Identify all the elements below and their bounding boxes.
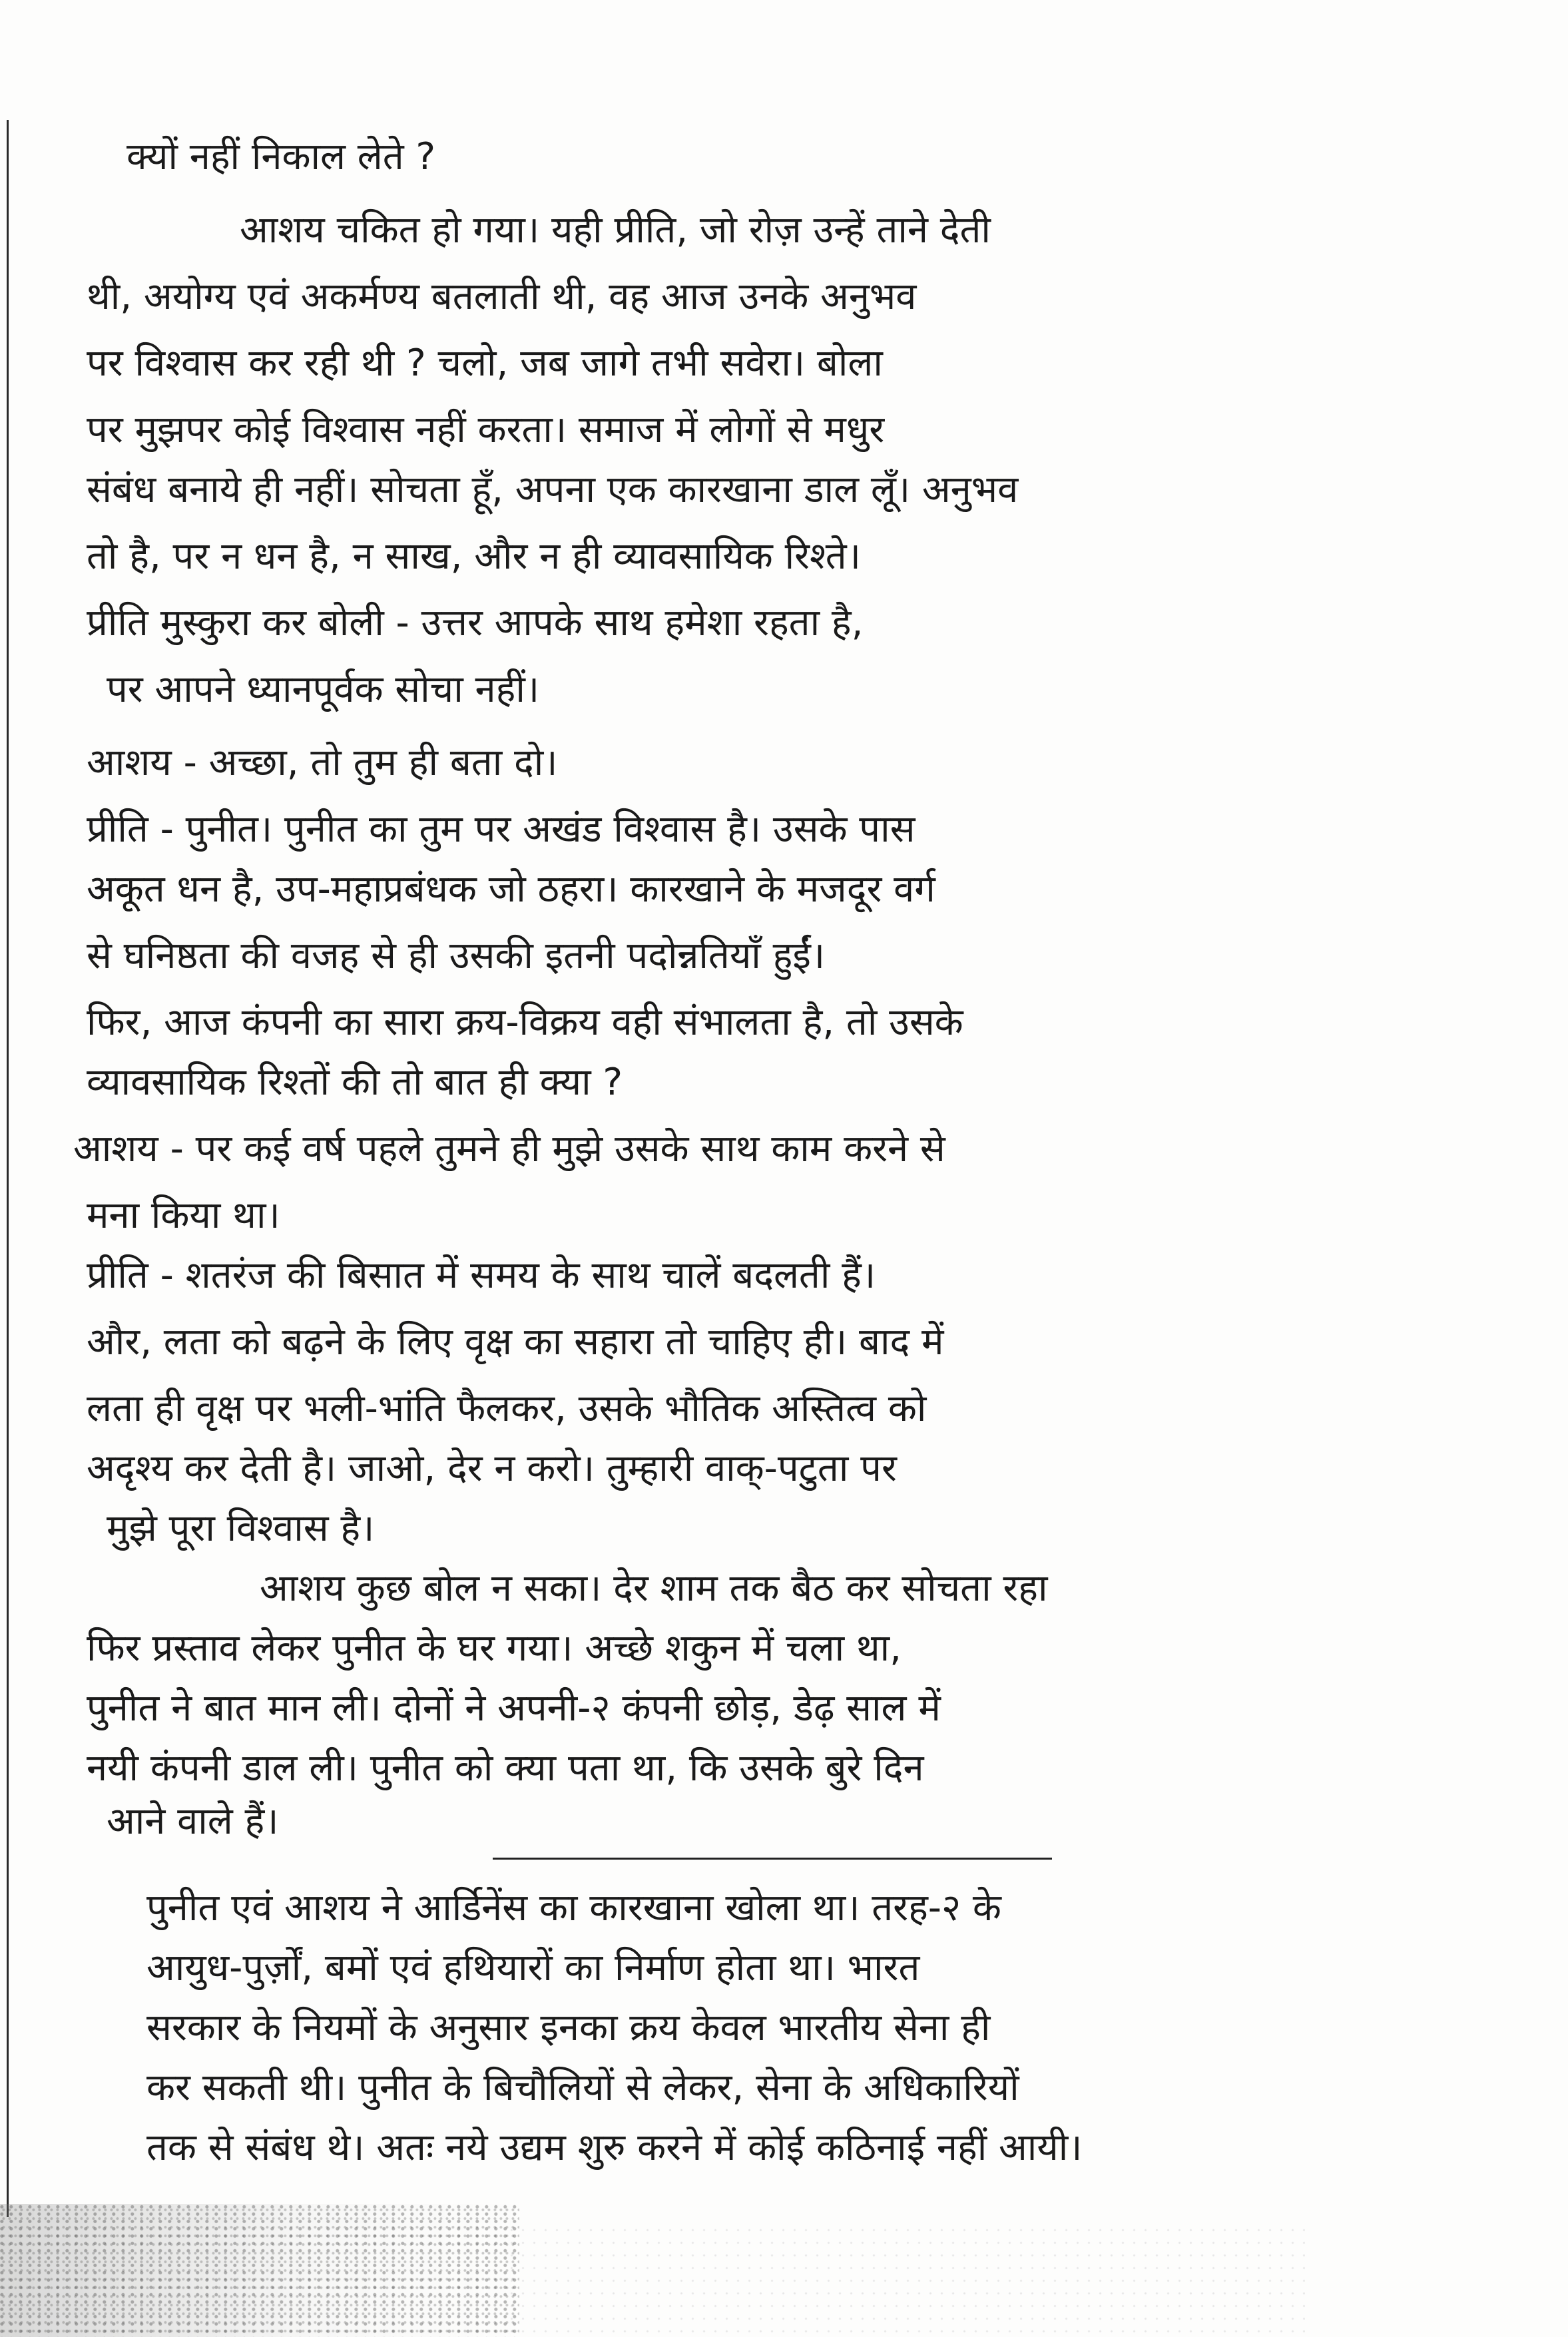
text-line: क्यों नहीं निकाल लेते ? — [127, 135, 436, 178]
text-line: फिर, आज कंपनी का सारा क्रय-विक्रय वही संभालता है, तो उसके — [87, 1001, 963, 1044]
text-line: मना किया था। — [87, 1194, 280, 1237]
text-line: अदृश्य कर देती है। जाओ, देर न करो। तुम्हारी वाक्-पटुता पर — [87, 1447, 897, 1490]
text-line: आशय चकित हो गया। यही प्रीति, जो रोज़ उन्हें ताने देती — [240, 208, 991, 252]
scan-noise — [0, 2204, 519, 2337]
text-line: कर सकती थी। पुनीत के बिचौलियों से लेकर, सेना के अधिकारियों — [146, 2066, 1019, 2109]
text-line: आशय - पर कई वर्ष पहले तुमने ही मुझे उसके साथ काम करने से — [73, 1127, 945, 1170]
text-line: पुनीत एवं आशय ने आर्डिनेंस का कारखाना खोला था। तरह-२ के — [146, 1886, 1001, 1930]
text-line: आशय - अच्छा, तो तुम ही बता दो। — [87, 741, 558, 784]
text-line: संबंध बनाये ही नहीं। सोचता हूँ, अपना एक कारखाना डाल लूँ। अनुभव — [87, 468, 1019, 511]
text-line: से घनिष्ठता की वजह से ही उसकी इतनी पदोन्नतियाँ हुईं। — [87, 934, 826, 977]
text-line: पुनीत ने बात मान ली। दोनों ने अपनी-२ कंपनी छोड़, डेढ़ साल में — [87, 1687, 941, 1730]
text-line: आने वाले हैं। — [107, 1800, 279, 1843]
scan-noise — [506, 2224, 1305, 2337]
left-margin-line — [7, 120, 9, 2217]
text-line: आशय कुछ बोल न सका। देर शाम तक बैठ कर सोचता रहा — [260, 1567, 1048, 1610]
text-line: व्यावसायिक रिश्तों की तो बात ही क्या ? — [87, 1061, 623, 1104]
text-line: प्रीति - पुनीत। पुनीत का तुम पर अखंड विश्वास है। उसके पास — [87, 808, 915, 851]
text-line: नयी कंपनी डाल ली। पुनीत को क्या पता था, कि उसके बुरे दिन — [87, 1746, 924, 1790]
text-line: लता ही वृक्ष पर भली-भांति फैलकर, उसके भौतिक अस्तित्व को — [87, 1387, 927, 1430]
text-line: प्रीति - शतरंज की बिसात में समय के साथ चालें बदलती हैं। — [87, 1254, 876, 1297]
text-line: और, लता को बढ़ने के लिए वृक्ष का सहारा तो चाहिए ही। बाद में — [87, 1320, 944, 1364]
text-line: सरकार के नियमों के अनुसार इनका क्रय केवल भारतीय सेना ही — [146, 2006, 991, 2049]
text-line: आयुध-पुर्ज़ों, बमों एवं हथियारों का निर्माण होता था। भारत — [146, 1946, 920, 1989]
text-line: अकूत धन है, उप-महाप्रबंधक जो ठहरा। कारखाने के मजदूर वर्ग — [87, 868, 935, 911]
text-line: पर विश्वास कर रही थी ? चलो, जब जागे तभी सवेरा। बोला — [87, 342, 883, 385]
section-divider — [493, 1858, 1052, 1860]
text-line: प्रीति मुस्कुरा कर बोली - उत्तर आपके साथ हमेशा रहता है, — [87, 601, 864, 645]
text-line: तक से संबंध थे। अतः नये उद्यम शुरु करने में कोई कठिनाई नहीं आयी। — [146, 2126, 1083, 2169]
text-line: फिर प्रस्ताव लेकर पुनीत के घर गया। अच्छे शकुन में चला था, — [87, 1627, 902, 1670]
text-line: मुझे पूरा विश्वास है। — [107, 1507, 375, 1550]
text-line: तो है, पर न धन है, न साख, और न ही व्यावसायिक रिश्ते। — [87, 535, 861, 578]
text-line: पर आपने ध्यानपूर्वक सोचा नहीं। — [107, 668, 540, 711]
text-line: थी, अयोग्य एवं अकर्मण्य बतलाती थी, वह आज उनके अनुभव — [87, 275, 917, 318]
text-line: पर मुझपर कोई विश्वास नहीं करता। समाज में लोगों से मधुर — [87, 408, 885, 451]
